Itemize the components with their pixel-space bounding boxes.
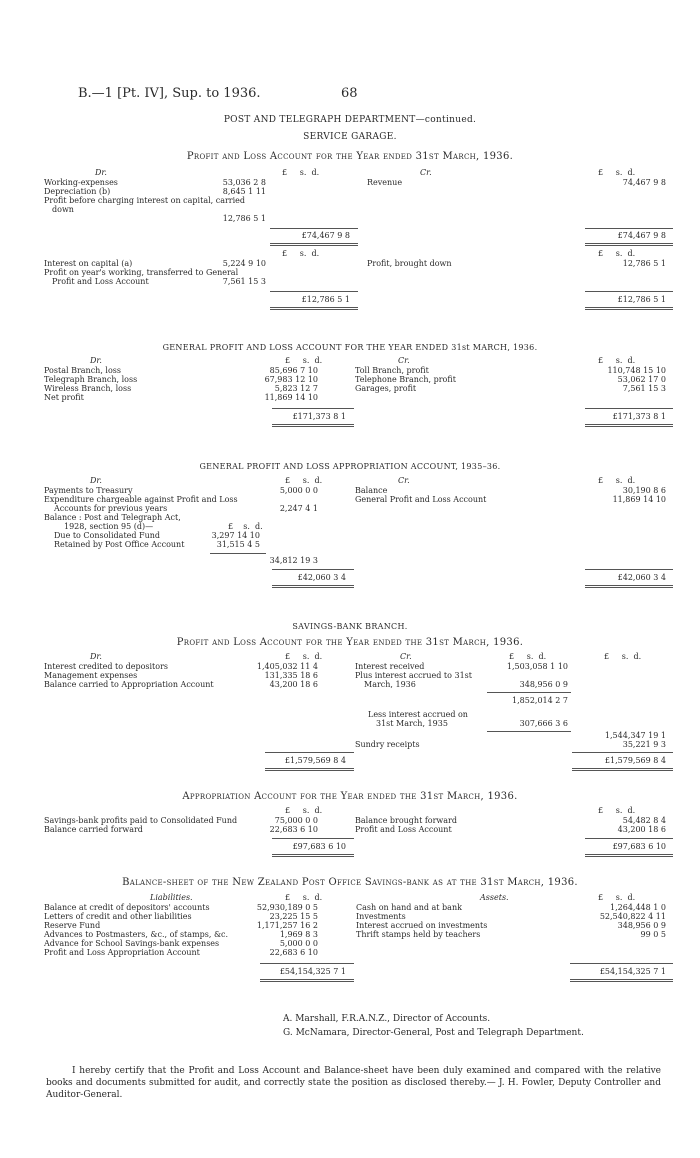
liability-amount: 1,969 8 3 bbox=[279, 930, 318, 939]
dr-row: Profit and Loss Account bbox=[52, 277, 149, 286]
rule bbox=[585, 408, 673, 409]
dr-row: Profit on year's working, transferred to General bbox=[44, 268, 239, 277]
lsd-head-mid: £ s. d. bbox=[509, 652, 547, 661]
cr-amount: 35,221 9 3 bbox=[622, 740, 666, 749]
dr-amount: 5,224 9 10 bbox=[222, 259, 266, 268]
lsd-head: £ s. d. bbox=[285, 893, 323, 902]
dr-row: Working-expenses bbox=[44, 178, 118, 187]
dr-amount: 43,200 18 6 bbox=[269, 680, 318, 689]
cr-amount: 54,482 8 4 bbox=[622, 816, 666, 825]
liabilities-head: Liabilities. bbox=[150, 893, 193, 902]
dr-amount: 75,000 0 0 bbox=[274, 816, 318, 825]
double-rule bbox=[585, 424, 673, 427]
sb-appropriation-section bbox=[0, 806, 700, 866]
dr-row: Interest credited to depositors bbox=[44, 662, 169, 671]
double-rule bbox=[272, 424, 354, 427]
page-number: 68 bbox=[341, 86, 358, 101]
asset-amount: 1,264,448 1 0 bbox=[610, 903, 666, 912]
cr-amount: 307,666 3 6 bbox=[519, 719, 568, 728]
dr-amount: 53,036 2 8 bbox=[222, 178, 266, 187]
rule bbox=[265, 752, 354, 753]
garage-section bbox=[0, 168, 700, 318]
signature-marshall: A. Marshall, F.R.A.N.Z., Director of Accounts. bbox=[283, 1014, 491, 1024]
cr-row: Revenue bbox=[367, 178, 403, 187]
dr-head: Dr. bbox=[90, 476, 102, 485]
cr-amount: 348,956 0 9 bbox=[519, 680, 568, 689]
lsd-head: £ s. d. bbox=[285, 476, 323, 485]
dr-head: Dr. bbox=[95, 168, 107, 177]
rule bbox=[572, 752, 673, 753]
cr-total: £1,579,569 8 4 bbox=[604, 756, 666, 765]
lsd-head: £ s. d. bbox=[282, 168, 320, 177]
rule bbox=[570, 963, 673, 964]
cr-amount: 1,852,014 2 7 bbox=[512, 696, 568, 705]
double-rule bbox=[572, 768, 673, 771]
dr2-total: £12,786 5 1 bbox=[301, 295, 350, 304]
double-rule bbox=[585, 585, 673, 588]
cr-row: 31st March, 1935 bbox=[376, 719, 448, 728]
rule bbox=[487, 692, 571, 693]
double-rule bbox=[585, 307, 673, 310]
cr-row: Less interest accrued on bbox=[368, 710, 468, 719]
dr-row: Net profit bbox=[44, 393, 84, 402]
dr-total: £97,683 6 10 bbox=[292, 842, 346, 851]
liability-row: Reserve Fund bbox=[44, 921, 101, 930]
cr-total: £42,060 3 4 bbox=[617, 573, 666, 582]
cr-row: Toll Branch, profit bbox=[355, 366, 429, 375]
liability-amount: 22,683 6 10 bbox=[269, 948, 318, 957]
auditor-certificate: I hereby certify that the Profit and Loss Account and Balance-sheet have been duly examined and compared with the relative books and documents submitted for audit, and correctly state the position as disclosed thereby.— J. H. Fowler, Deputy Controller and Auditor-General. bbox=[46, 1066, 661, 1100]
asset-row: Thrift stamps held by teachers bbox=[356, 930, 481, 939]
cr-row: Balance bbox=[355, 486, 388, 495]
lsd-head-right: £ s. d. bbox=[598, 356, 636, 365]
sb-appropriation-title: Appropriation Account for the Year ended the 31st March, 1936. bbox=[182, 791, 518, 802]
appropriation-title: GENERAL PROFIT AND LOSS APPROPRIATION ACCOUNT, 1935–36. bbox=[199, 462, 501, 471]
cr-row: Profit, brought down bbox=[367, 259, 452, 268]
dr-row: Balance carried forward bbox=[44, 825, 143, 834]
cr-head: Cr. bbox=[398, 476, 410, 485]
liability-row: Letters of credit and other liabilities bbox=[44, 912, 192, 921]
cr-total: £171,373 8 1 bbox=[612, 412, 666, 421]
lsd-head-right: £ s. d. bbox=[604, 652, 642, 661]
dr-amount: 5,000 0 0 bbox=[279, 486, 318, 495]
dr-row: Retained by Post Office Account bbox=[54, 540, 185, 549]
dr-amount: 8,645 1 11 bbox=[222, 187, 266, 196]
double-rule bbox=[265, 768, 354, 771]
header-ref: B.—1 [Pt. IV], Sup. to 1936. bbox=[78, 86, 261, 101]
dr-amount: 67,983 12 10 bbox=[264, 375, 318, 384]
sub-amount: 31,515 4 5 bbox=[216, 540, 260, 549]
dr-total: £42,060 3 4 bbox=[297, 573, 346, 582]
appropriation-section bbox=[0, 476, 700, 596]
cr-total: £74,467 9 8 bbox=[617, 231, 666, 240]
cr-head: Cr. bbox=[400, 652, 412, 661]
rule bbox=[260, 963, 354, 964]
asset-amount: 348,956 0 9 bbox=[617, 921, 666, 930]
lsd-head: £ s. d. bbox=[285, 356, 323, 365]
double-rule bbox=[270, 307, 358, 310]
dr-amount: 1,405,032 11 4 bbox=[256, 662, 318, 671]
cr-row: Interest received bbox=[355, 662, 425, 671]
cr-row: Plus interest accrued to 31st bbox=[355, 671, 473, 680]
double-rule bbox=[585, 854, 673, 857]
liability-row: Advances to Postmasters, &c., of stamps, &c. bbox=[44, 930, 229, 939]
savings-bank-title: SAVINGS-BANK BRANCH. bbox=[292, 622, 408, 631]
double-rule bbox=[272, 585, 354, 588]
lsd-head-right: £ s. d. bbox=[598, 249, 636, 258]
cr-row: Profit and Loss Account bbox=[355, 825, 452, 834]
balance-sheet-section bbox=[0, 893, 700, 1003]
dr-head: Dr. bbox=[90, 356, 102, 365]
asset-row: Cash on hand and at bank bbox=[356, 903, 462, 912]
lsd-head: £ s. d. bbox=[285, 806, 323, 815]
lsd-head: £ s. d. bbox=[282, 249, 320, 258]
cr-row: March, 1936 bbox=[364, 680, 416, 689]
dr-head: Dr. bbox=[90, 652, 102, 661]
cr-head: Cr. bbox=[398, 356, 410, 365]
rule bbox=[210, 553, 266, 554]
cr-row: Sundry receipts bbox=[355, 740, 420, 749]
asset-amount: 52,540,822 4 11 bbox=[599, 912, 666, 921]
lsd-head-right: £ s. d. bbox=[598, 893, 636, 902]
savings-pl-section bbox=[0, 652, 700, 782]
dr-row: Expenditure chargeable against Profit and Loss bbox=[44, 495, 238, 504]
rule bbox=[585, 291, 673, 292]
rule bbox=[487, 731, 571, 732]
liabilities-total: £54,154,325 7 1 bbox=[279, 967, 346, 976]
dr-amount: 7,561 15 3 bbox=[222, 277, 266, 286]
rule bbox=[272, 408, 354, 409]
assets-total: £54,154,325 7 1 bbox=[599, 967, 666, 976]
cr2-total: £12,786 5 1 bbox=[617, 295, 666, 304]
cr-amount: 43,200 18 6 bbox=[617, 825, 666, 834]
cr-row: General Profit and Loss Account bbox=[355, 495, 487, 504]
cr-amount: 1,503,058 1 10 bbox=[506, 662, 568, 671]
dr-row: Management expenses bbox=[44, 671, 138, 680]
asset-row: Investments bbox=[356, 912, 406, 921]
liability-row: Balance at credit of depositors' accounts bbox=[44, 903, 210, 912]
cr-amount: 30,190 8 6 bbox=[622, 486, 666, 495]
double-rule bbox=[585, 243, 673, 246]
page-header bbox=[78, 86, 358, 101]
rule bbox=[585, 569, 673, 570]
dr-row: Interest on capital (a) bbox=[44, 259, 133, 268]
dr-row: Accounts for previous years bbox=[54, 504, 168, 513]
general-pl-title: GENERAL PROFIT AND LOSS ACCOUNT FOR THE YEAR ENDED 31st MARCH, 1936. bbox=[162, 343, 538, 352]
dr-row: Payments to Treasury bbox=[44, 486, 133, 495]
cr-row: Balance brought forward bbox=[355, 816, 457, 825]
rule bbox=[270, 228, 358, 229]
rule bbox=[585, 838, 673, 839]
cr-amount: 12,786 5 1 bbox=[622, 259, 666, 268]
dr-amount: 131,335 18 6 bbox=[264, 671, 318, 680]
signature-mcnamara: G. McNamara, Director-General, Post and Telegraph Department. bbox=[283, 1028, 584, 1038]
liability-amount: 23,225 15 5 bbox=[269, 912, 318, 921]
dr-row: Balance carried to Appropriation Account bbox=[44, 680, 214, 689]
dr-amount: 12,786 5 1 bbox=[222, 214, 266, 223]
cr-amount: 74,467 9 8 bbox=[622, 178, 666, 187]
dr-amount: 2,247 4 1 bbox=[279, 504, 318, 513]
dr-amount: 22,683 6 10 bbox=[269, 825, 318, 834]
dr-row: Balance : Post and Telegraph Act, bbox=[44, 513, 181, 522]
dr-total: £171,373 8 1 bbox=[292, 412, 346, 421]
sub-amount: 3,297 14 10 bbox=[211, 531, 260, 540]
dr-row: Due to Consolidated Fund bbox=[54, 531, 161, 540]
liability-amount: 52,930,189 0 5 bbox=[256, 903, 318, 912]
dr-row: Depreciation (b) bbox=[44, 187, 111, 196]
liability-row: Profit and Loss Appropriation Account bbox=[44, 948, 200, 957]
dr-total: £1,579,569 8 4 bbox=[284, 756, 346, 765]
cr-row: Garages, profit bbox=[355, 384, 417, 393]
lsd-head-right: £ s. d. bbox=[598, 476, 636, 485]
double-rule bbox=[270, 243, 358, 246]
general-pl-section bbox=[0, 356, 700, 436]
dr-amount: 5,823 12 7 bbox=[274, 384, 318, 393]
lsd-head-right: £ s. d. bbox=[598, 168, 636, 177]
cr-amount: 11,869 14 10 bbox=[612, 495, 666, 504]
cr-amount: 7,561 15 3 bbox=[622, 384, 666, 393]
liability-amount: 1,171,257 16 2 bbox=[256, 921, 318, 930]
dr-row: Wireless Branch, loss bbox=[44, 384, 132, 393]
asset-row: Interest accrued on investments bbox=[356, 921, 488, 930]
department-title: POST AND TELEGRAPH DEPARTMENT—continued. bbox=[223, 115, 477, 125]
assets-head: Assets. bbox=[480, 893, 509, 902]
rule bbox=[272, 838, 354, 839]
double-rule bbox=[260, 979, 354, 982]
dr-row: Postal Branch, loss bbox=[44, 366, 121, 375]
double-rule bbox=[272, 854, 354, 857]
rule bbox=[272, 569, 354, 570]
cr-head: Cr. bbox=[420, 168, 432, 177]
savings-pl-title: Profit and Loss Account for the Year ended the 31st March, 1936. bbox=[176, 637, 524, 648]
lsd-head: £ s. d. bbox=[285, 652, 323, 661]
cr-row: Telephone Branch, profit bbox=[355, 375, 456, 384]
dr-row: Telegraph Branch, loss bbox=[44, 375, 138, 384]
cr-amount: 110,748 15 10 bbox=[607, 366, 666, 375]
dr-amount: 34,812 19 3 bbox=[269, 556, 318, 565]
asset-amount: 99 0 5 bbox=[640, 930, 666, 939]
rule bbox=[585, 228, 673, 229]
lsd-head-right: £ s. d. bbox=[598, 806, 636, 815]
dr-row: down bbox=[52, 205, 74, 214]
cr-amount: 1,544,347 19 1 bbox=[604, 731, 666, 740]
garage-pl-title: Profit and Loss Account for the Year ended 31st March, 1936. bbox=[186, 151, 514, 162]
service-garage-title: SERVICE GARAGE. bbox=[303, 132, 397, 142]
lsd-head: £ s. d. bbox=[228, 522, 263, 531]
dr-row: Profit before charging interest on capital, carried bbox=[44, 196, 246, 205]
dr-amount: 11,869 14 10 bbox=[264, 393, 318, 402]
double-rule bbox=[570, 979, 673, 982]
cr-total: £97,683 6 10 bbox=[612, 842, 666, 851]
liability-amount: 5,000 0 0 bbox=[279, 939, 318, 948]
dr-row: Savings-bank profits paid to Consolidated Fund bbox=[44, 816, 238, 825]
dr-amount: 85,696 7 10 bbox=[269, 366, 318, 375]
cr-amount: 53,062 17 0 bbox=[617, 375, 666, 384]
balance-sheet-title: Balance-sheet of the New Zealand Post Office Savings-bank as at the 31st March, 1936. bbox=[122, 877, 578, 888]
dr-total: £74,467 9 8 bbox=[301, 231, 350, 240]
rule bbox=[270, 291, 358, 292]
dr-row: 1928, section 95 (d)— bbox=[64, 522, 154, 531]
liability-row: Advance for School Savings-bank expenses bbox=[44, 939, 220, 948]
